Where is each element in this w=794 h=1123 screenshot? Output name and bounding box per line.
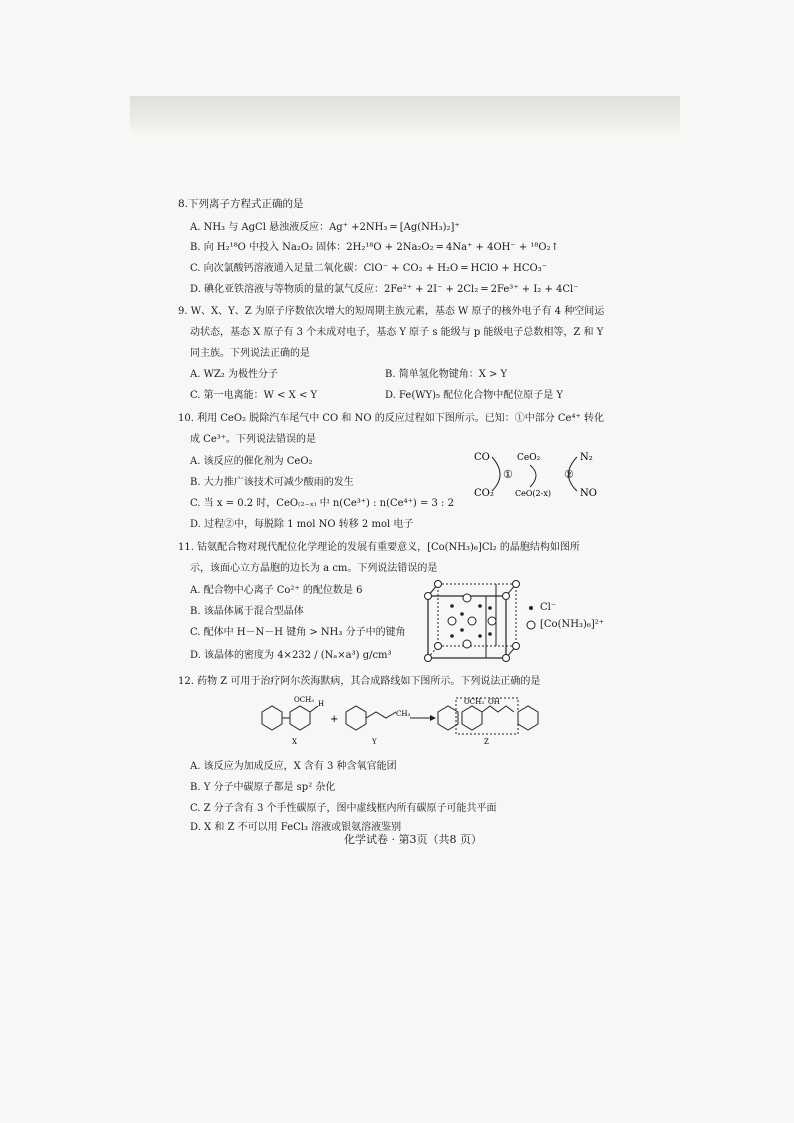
question-10-option-a: A. 该反应的催化剂为 CeO₂ [190, 456, 313, 467]
question-12-option-a: A. 该反应为加成反应，X 含有 3 种含氧官能团 [190, 761, 397, 772]
y-label: Y [372, 738, 377, 746]
question-10-option-d: D. 过程②中，每脱除 1 mol NO 转移 2 mol 电子 [190, 519, 414, 530]
question-8 [178, 196, 304, 212]
z-oh-label: OH [488, 698, 500, 706]
question-10-stem-line-1: 10. 利用 CeO₂ 脱除汽车尾气中 CO 和 NO 的反应过程如下图所示。已知：①中部分 Ce⁴⁺ 转化 [178, 413, 604, 424]
question-9-option-b: B. 简单氢化物键角：X > Y [385, 369, 508, 380]
question-8-stem: 8.下列离子方程式正确的是 [178, 198, 304, 210]
fig-no-label: NO [580, 488, 597, 499]
question-9-stem-line-3: 同主族。下列说法正确的是 [190, 348, 310, 359]
question-12-option-c: C. Z 分子含有 3 个手性碳原子，图中虚线框内所有碳原子可能共平面 [190, 803, 497, 814]
fig-step-1: ① [503, 468, 513, 481]
question-9-stem-line-2: 动状态，基态 X 原子有 3 个未成对电子，基态 Y 原子 s 能级与 p 能级电子总数相等，Z 和 Y [190, 327, 604, 338]
question-9-option-c: C. 第一电离能：W < X < Y [190, 390, 318, 401]
question-9-option-d: D. Fe(WY)₅ 配位化合物中配位原子是 Y [385, 390, 563, 401]
z-och3-label: OCH₃ [464, 698, 485, 706]
question-10-stem-line-2: 成 Ce³⁺。下列说法错误的是 [190, 434, 317, 445]
question-8-option-c: C. 向次氯酸钙溶液通入足量二氧化碳：ClO⁻ + CO₂ + H₂O ═ HClO + HCO₃⁻ [190, 263, 547, 274]
page-footer: 化学试卷 · 第3页（共8 页） [344, 833, 482, 846]
question-11-option-d: D. 该晶体的密度为 4×232 / (Nₐ×a³) g/cm³ [190, 650, 392, 661]
fig-arrow-center [530, 465, 536, 487]
crystal-cell-diagram [422, 578, 522, 664]
x-benzene-ring [290, 706, 310, 730]
y-ch3-label: CH₃ [396, 710, 411, 718]
x-och3-label: OCH₃ [294, 696, 315, 704]
question-11-option-c: C. 配体中 H－N－H 键角 > NH₃ 分子中的键角 [190, 627, 406, 638]
y-pyran-ring [346, 706, 366, 730]
question-8-option-b: B. 向 H₂¹⁸O 中投入 Na₂O₂ 固体：2H₂¹⁸O + 2Na₂O₂ ═ 4Na⁺ + 4OH⁻ + ¹⁸O₂↑ [190, 242, 559, 253]
question-9-stem-line-1: 9. W、X、Y、Z 为原子序数依次增大的短周期主族元素，基态 W 原子的核外电子有 4 种空间运 [178, 306, 605, 317]
crystal-legend-cl: Cl⁻ [540, 602, 557, 613]
fig-step-2: ② [564, 468, 574, 481]
question-12-option-b: B. Y 分子中碳原子都是 sp² 杂化 [190, 782, 336, 793]
synthesis-route-diagram [250, 694, 550, 750]
z-label: Z [484, 738, 489, 746]
fig-co2-label: CO₂ [474, 488, 494, 499]
question-8-option-d: D. 碘化亚铁溶液与等物质的量的氯气反应：2Fe²⁺ + 2I⁻ + 2Cl₂ ═ 2Fe³⁺ + I₂ + 4Cl⁻ [190, 284, 579, 295]
legend-dot-cl [529, 606, 533, 610]
question-10-option-c: C. 当 x = 0.2 时，CeO₍₂₋ₓ₎ 中 n(Ce³⁺) : n(Ce⁴⁺) = 3 : 2 [190, 498, 454, 509]
question-8-option-a: A. NH₃ 与 AgCl 悬浊液反应：Ag⁺ +2NH₃ ═ [Ag(NH₃)₂]⁺ [190, 222, 460, 233]
crystal-legend-co: [Co(NH₃)₆]²⁺ [540, 619, 605, 630]
question-11-option-b: B. 该晶体属于混合型晶体 [190, 606, 304, 617]
cerium-cycle-diagram [460, 445, 620, 507]
crystal-legend-markers [524, 601, 538, 635]
legend-circle-co [527, 621, 535, 629]
fig-ceo2x-label: CeO(2-x) [515, 489, 551, 498]
z-pyran-ring-right [518, 706, 538, 730]
z-benzene-ring [462, 706, 482, 730]
scan-artifact-band [130, 96, 680, 136]
x-pyran-ring [262, 706, 282, 730]
x-label: X [292, 738, 297, 746]
question-12-stem: 12. 药物 Z 可用于治疗阿尔茨海默病，其合成路线如下图所示。下列说法正确的是 [178, 676, 541, 687]
question-11-stem-line-2: 示，该面心立方晶胞的边长为 a cm。下列说法错误的是 [190, 563, 438, 574]
question-9-option-a: A. WZ₂ 为极性分子 [190, 369, 278, 380]
plus-sign: + [330, 714, 339, 725]
question-10-option-b: B. 大力推广该技术可减少酸雨的发生 [190, 477, 354, 488]
fig-ceo2-label: CeO₂ [517, 453, 541, 463]
fig-co-label: CO [474, 452, 490, 463]
fig-arrow-left [492, 457, 500, 491]
question-11-stem-line-1: 11. 钴氨配合物对现代配位化学理论的发展有重要意义，[Co(NH₃)₆]Cl₂ 的晶胞结构如图所 [178, 542, 580, 553]
question-12-option-d: D. X 和 Z 不可以用 FeCl₃ 溶液或银氨溶液鉴别 [190, 822, 402, 833]
question-11-option-a: A. 配合物中心离子 Co²⁺ 的配位数是 6 [190, 585, 363, 596]
x-h-label: H [318, 700, 325, 708]
z-pyran-ring-left [438, 706, 458, 730]
fig-n2-label: N₂ [580, 452, 593, 463]
